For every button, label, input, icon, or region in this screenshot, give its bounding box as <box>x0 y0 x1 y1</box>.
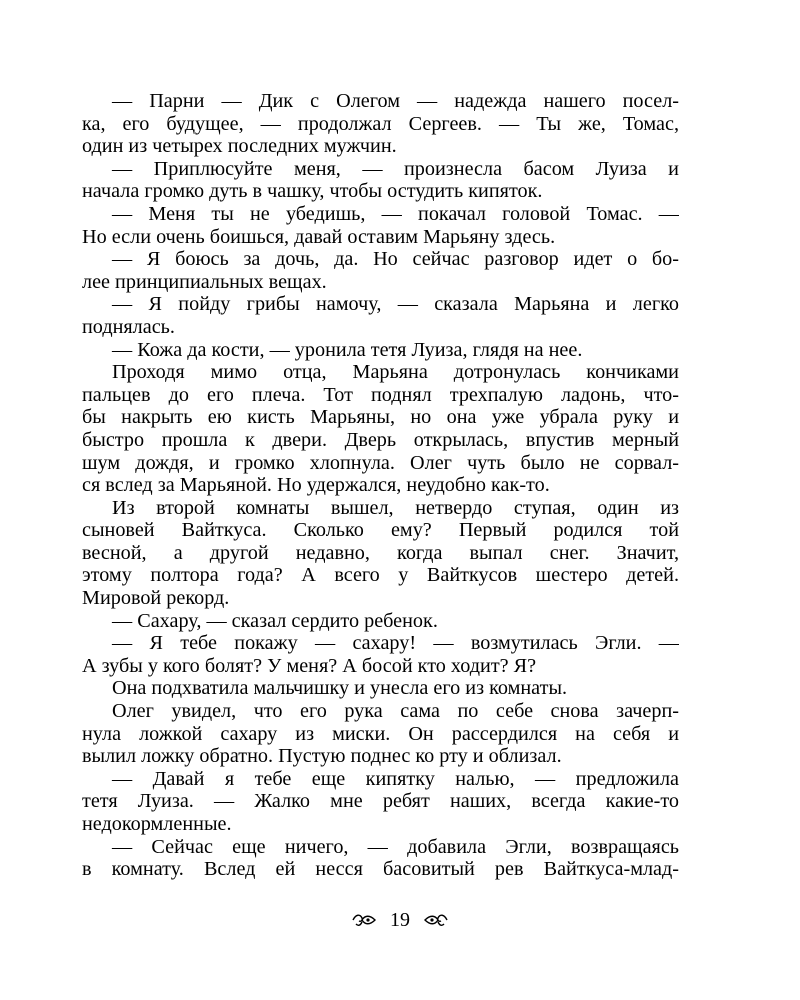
text-line-30: вылил ложку обратно. Пустую поднес ко рту и облизал. <box>82 745 562 768</box>
text-line-11: поднялась. <box>82 315 175 338</box>
text-line-34: — Сейчас еще ничего, — добавила Эгли, возвращаясь <box>112 835 679 858</box>
text-line-25: — Я тебе покажу — сахару! — возмутилась Эгли. — <box>112 632 679 655</box>
text-line-12: — Кожа да кости, — уронила тетя Луиза, глядя на нее. <box>112 338 583 361</box>
text-line-20: сыновей Вайткуса. Сколько ему? Первый родился той <box>82 519 679 542</box>
page-footer <box>0 908 800 932</box>
text-line-16: быстро прошла к двери. Дверь открылась, впустив мерный <box>82 428 679 451</box>
text-line-1: — Парни — Дик с Олегом — надежда нашего посел- <box>112 90 679 112</box>
page-number: 19 <box>390 908 410 931</box>
text-line-31: — Давай я тебе еще кипятку налью, — предложила <box>112 767 679 790</box>
text-line-32: тетя Луиза. — Жалко мне ребят наших, всегда какие-то <box>82 790 679 813</box>
text-line-5: начала громко дуть в чашку, чтобы остудить кипяток. <box>82 180 543 203</box>
ornament-left-icon <box>351 912 377 928</box>
text-line-28: Олег увидел, что его рука сама по себе снова зачерп- <box>112 700 679 723</box>
ornament-right-icon <box>423 912 449 928</box>
text-line-7: Но если очень боишься, давай оставим Марьяну здесь. <box>82 225 556 248</box>
book-page-text <box>82 90 679 881</box>
text-line-4: — Приплюсуйте меня, — произнесла басом Луиза и <box>112 157 679 180</box>
text-line-26: А зубы у кого болят? У меня? А босой кто ходит? Я? <box>82 654 537 677</box>
text-line-19: Из второй комнаты вышел, нетвердо ступая, один из <box>112 496 679 519</box>
text-line-13: Проходя мимо отца, Марьяна дотронулась кончиками <box>112 361 679 384</box>
text-line-10: — Я пойду грибы намочу, — сказала Марьяна и легко <box>112 293 679 316</box>
text-line-14: пальцев до его плеча. Тот поднял трехпалую ладонь, что- <box>82 383 679 406</box>
text-line-15: бы накрыть ею кисть Марьяны, но она уже убрала руку и <box>82 406 679 429</box>
text-line-9: лее принципиальных вещах. <box>82 270 327 293</box>
text-line-3: один из четырех последних мужчин. <box>82 135 397 158</box>
text-line-24: — Сахару, — сказал сердито ребенок. <box>112 609 438 632</box>
text-line-17: шум дождя, и громко хлопнула. Олег чуть было не сорвал- <box>82 451 679 474</box>
text-line-8: — Я боюсь за дочь, да. Но сейчас разговор идет о бо- <box>112 248 679 271</box>
text-line-33: недокормленные. <box>82 813 232 835</box>
text-line-21: весной, а другой недавно, когда выпал снег. Значит, <box>82 541 679 564</box>
text-line-2: ка, его будущее, — продолжал Сергеев. — Ты же, Томас, <box>82 112 679 135</box>
text-line-23: Мировой рекорд. <box>82 587 230 610</box>
text-line-35: в комнату. Вслед ей несся басовитый рев Вайткуса-млад- <box>82 858 679 881</box>
text-line-6: — Меня ты не убедишь, — покачал головой Томас. — <box>112 202 679 225</box>
text-line-29: нула ложкой сахару из миски. Он рассердился на себя и <box>82 722 679 745</box>
text-line-27: Она подхватила мальчишку и унесла его из комнаты. <box>112 677 568 700</box>
text-line-18: ся вслед за Марьяной. Но удержался, неудобно как-то. <box>82 474 550 497</box>
text-line-22: этому полтора года? А всего у Вайткусов шестеро детей. <box>82 564 679 587</box>
